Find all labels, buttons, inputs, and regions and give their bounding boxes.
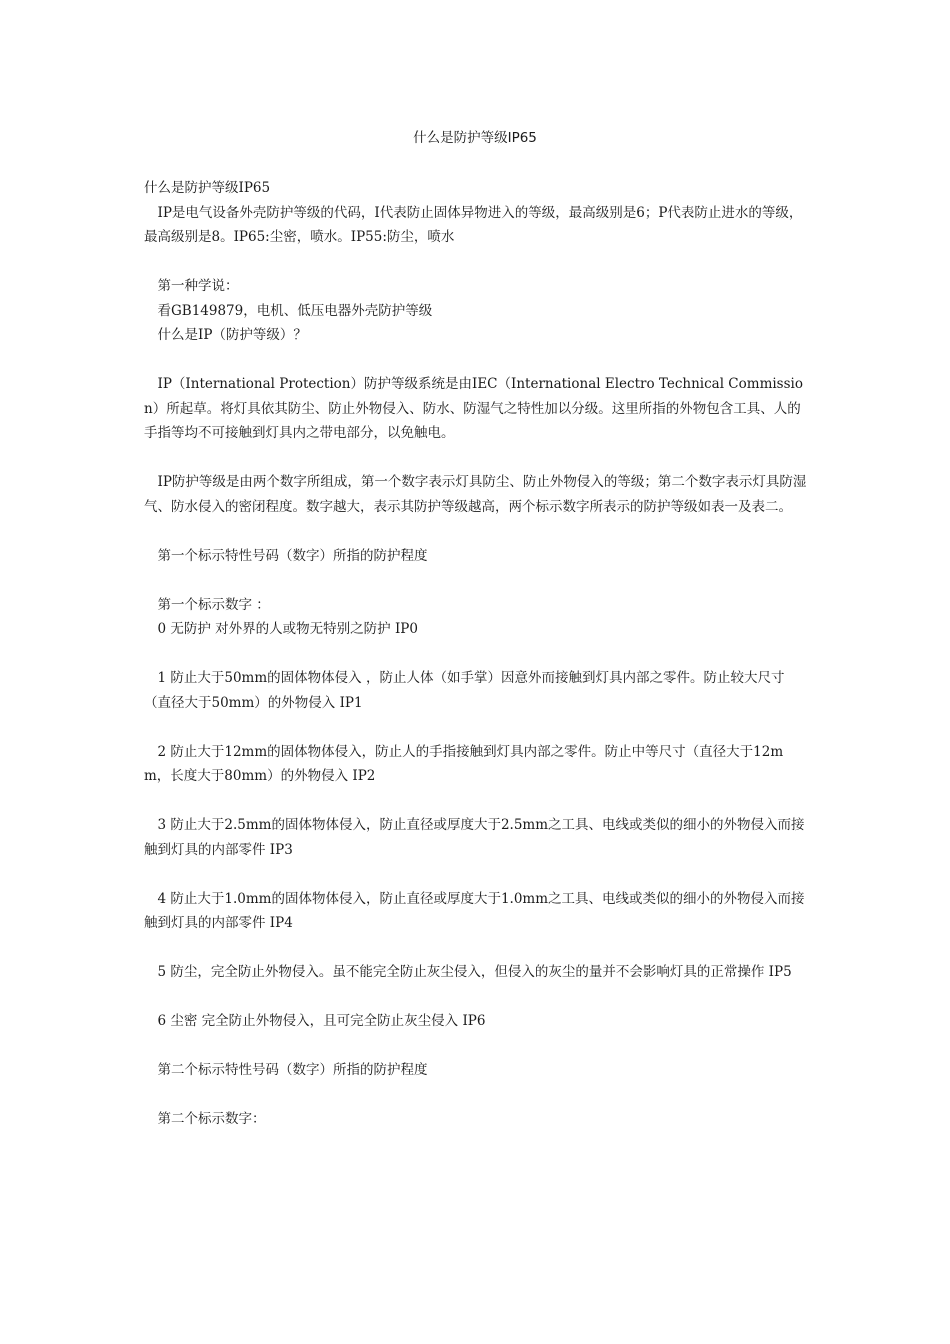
paragraph-gap: [144, 715, 808, 740]
paragraph: IP是电气设备外壳防护等级的代码，I代表防止固体异物进入的等级，最高级别是6；P代表防止进水的等级，最高级别是8。IP65:尘密，喷水。IP55:防尘，喷水: [144, 204, 803, 245]
paragraph-gap: [144, 519, 808, 544]
paragraph-gap: [144, 985, 808, 1010]
paragraph: 什么是防护等级IP65: [144, 180, 271, 196]
document-body: [144, 176, 808, 1132]
paragraph: 0 无防护 对外界的人或物无特别之防护 IP0: [144, 621, 418, 637]
paragraph-gap: [144, 789, 808, 814]
paragraph: 第一个标示特性号码（数字）所指的防护程度: [144, 547, 428, 564]
paragraph-gap: [144, 1083, 808, 1108]
paragraph-gap: [144, 446, 808, 471]
paragraph: 第二个标示特性号码（数字）所指的防护程度: [144, 1062, 428, 1078]
paragraph: 看GB149879，电机、低压电器外壳防护等级: [144, 302, 433, 319]
paragraph: 2 防止大于12mm的固体物体侵入，防止人的手指接触到灯具内部之零件。防止中等尺寸（直径大于12mm，长度大于80mm）的外物侵入 IP2: [144, 743, 784, 784]
paragraph-gap: [144, 348, 808, 373]
paragraph: IP防护等级是由两个数字所组成，第一个数字表示灯具防尘、防止外物侵入的等级；第二个数字表示灯具防湿气、防水侵入的密闭程度。数字越大，表示其防护等级越高，两个标示数字所表示的防护等级如表一及表二。: [144, 474, 807, 515]
paragraph-gap: [144, 250, 808, 275]
paragraph: 3 防止大于2.5mm的固体物体侵入，防止直径或厚度大于2.5mm之工具、电线或类似的细小的外物侵入而接触到灯具的内部零件 IP3: [144, 817, 805, 858]
paragraph: 5 防尘，完全防止外物侵入。虽不能完全防止灰尘侵入，但侵入的灰尘的量并不会影响灯具的正常操作 IP5: [144, 964, 792, 980]
paragraph-gap: [144, 642, 808, 667]
paragraph: 4 防止大于1.0mm的固体物体侵入，防止直径或厚度大于1.0mm之工具、电线或类似的细小的外物侵入而接触到灯具的内部零件 IP4: [144, 890, 805, 931]
paragraph: IP（International Protection）防护等级系统是由IEC（International Electro Technical Commission）所起草。将灯具依其防尘、防止外物侵入、防水、防湿气之特性加以分级。这里所指的外物包含工具、人的手指等均不可接触到灯具内之带电部分，以免触电。: [144, 376, 803, 441]
paragraph-gap: [144, 1034, 808, 1059]
document-title: 什么是防护等级IP65: [413, 130, 537, 146]
paragraph-gap: [144, 936, 808, 961]
paragraph-gap: [144, 862, 808, 887]
paragraph: 第一种学说：: [144, 278, 239, 294]
paragraph: 1 防止大于50mm的固体物体侵入 ，防止人体（如手掌）因意外而接触到灯具内部之零件。防止较大尺寸（直径大于50mm）的外物侵入 IP1: [144, 670, 785, 711]
paragraph: 6 尘密 完全防止外物侵入，且可完全防止灰尘侵入 IP6: [144, 1013, 486, 1029]
paragraph-gap: [144, 568, 808, 593]
paragraph: 第一个标示数字 ：: [144, 596, 270, 613]
paragraph: 第二个标示数字：: [144, 1111, 266, 1127]
paragraph: 什么是IP（防护等级）？: [144, 327, 307, 343]
